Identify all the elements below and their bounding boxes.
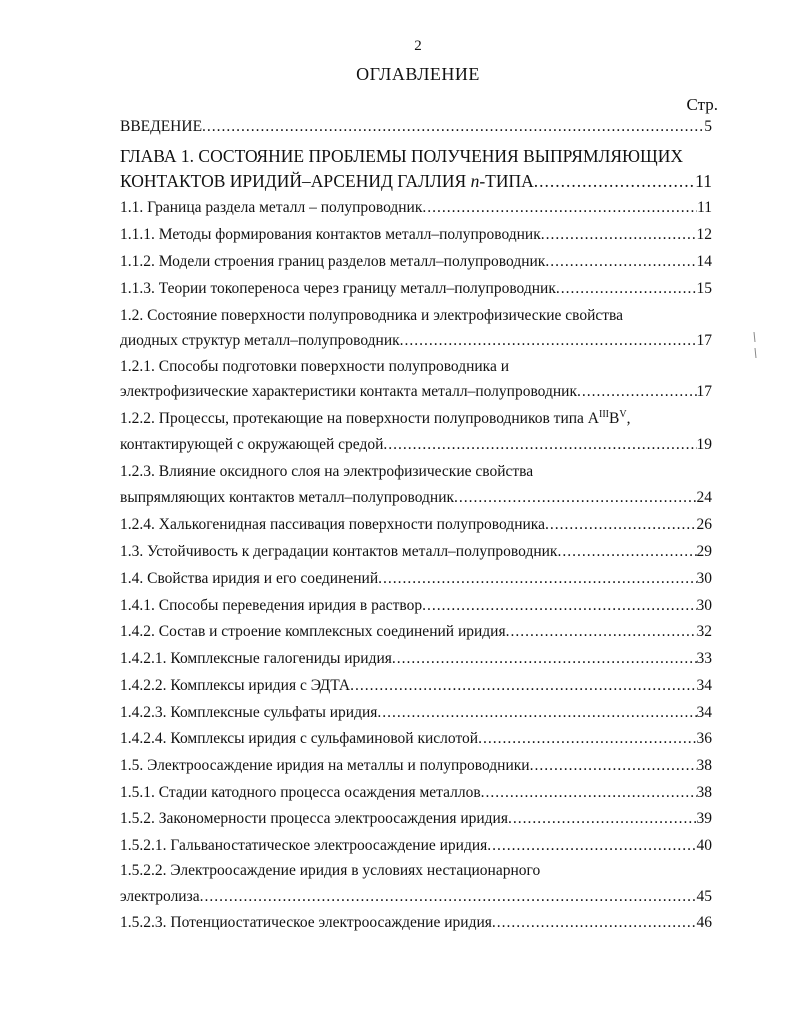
toc-entry	[120, 516, 712, 542]
leader-dots	[557, 543, 696, 561]
leader-dots	[350, 677, 696, 695]
toc-entry-title: 1.4.2. Состав и строение комплексных соединений иридия	[120, 623, 506, 640]
toc-entry-title: 1.1. Граница раздела металл – полупроводник	[120, 199, 423, 216]
toc-entry-line1: 1.2.3. Влияние оксидного слоя на электрофизические свойства	[120, 463, 534, 480]
toc-entry-line1: 1.2. Состояние поверхности полупроводника и электрофизические свойства	[120, 307, 624, 324]
leader-dots	[577, 383, 697, 401]
toc-entry-title: 1.5. Электроосаждение иридия на металлы и полупроводники	[120, 757, 530, 774]
toc-entry	[120, 677, 712, 703]
toc-entry	[120, 171, 712, 197]
toc-entry	[120, 650, 712, 676]
toc-entry-title: 1.4.2.3. Комплексные сульфаты иридия	[120, 704, 378, 721]
toc-entry-title: выпрямляющих контактов металл–полупроводник	[120, 489, 455, 506]
leader-dots	[508, 810, 697, 828]
leader-dots	[545, 253, 696, 271]
toc-entry	[120, 436, 712, 462]
toc-entry-line1: ГЛАВА 1. СОСТОЯНИЕ ПРОБЛЕМЫ ПОЛУЧЕНИЯ ВЫПРЯМЛЯЮЩИХ	[120, 146, 683, 166]
toc-entry-title: КОНТАКТОВ ИРИДИЙ–АРСЕНИД ГАЛЛИЯ n-ТИПА	[120, 171, 534, 191]
toc-entry-page: 30	[696, 597, 712, 614]
toc-entry	[120, 888, 712, 914]
toc-entry	[120, 757, 712, 783]
toc-entry-title: электролиза	[120, 888, 200, 905]
toc-entry	[120, 837, 712, 863]
page-column-header: Стр.	[686, 95, 718, 114]
leader-dots	[383, 436, 696, 454]
toc-entry-page: 33	[696, 650, 712, 667]
toc-entry-page: 30	[696, 570, 712, 587]
leader-dots	[492, 914, 697, 932]
toc-entry-title: электрофизические характеристики контакта металл–полупроводник	[120, 383, 577, 400]
toc-entry	[120, 489, 712, 515]
toc-entry	[120, 332, 712, 358]
toc-entry-title: 1.4.2.2. Комплексы иридия с ЭДТА	[120, 677, 351, 694]
toc-entry-page: 29	[696, 543, 712, 560]
toc-entry-line1: 1.2.1. Способы подготовки поверхности полупроводника и	[120, 358, 510, 375]
toc-entry-page: 15	[696, 280, 712, 297]
toc-entry-page: 36	[696, 730, 712, 747]
toc-entry-title: 1.5.2.3. Потенциостатическое электроосаждение иридия	[120, 914, 492, 931]
toc-entry	[120, 226, 712, 252]
scan-artifact-mark	[752, 330, 758, 360]
leader-dots	[545, 516, 697, 534]
toc-entry	[120, 199, 712, 225]
toc-entry	[120, 383, 712, 409]
toc-entry	[120, 810, 712, 836]
toc-entry-title: ВВЕДЕНИЕ	[120, 118, 203, 135]
leader-dots	[377, 704, 696, 722]
leader-dots	[506, 623, 697, 641]
toc-entry	[120, 623, 712, 649]
toc-entry-page: 46	[696, 914, 712, 931]
toc-entry-title: контактирующей с окружающей средой	[120, 436, 384, 453]
leader-dots	[556, 280, 697, 298]
leader-dots	[400, 332, 697, 350]
toc-entry-line1: 1.5.2.2. Электроосаждение иридия в условиях нестационарного	[120, 862, 541, 879]
toc-entry-page: 45	[696, 888, 712, 905]
leader-dots	[541, 226, 697, 244]
toc-entry-line1: 1.2.2. Процессы, протекающие на поверхности полупроводников типа $A^{III}B^V$,	[120, 408, 631, 427]
toc-entry-page: 11	[697, 199, 712, 216]
leader-dots	[534, 171, 695, 192]
toc-entry	[120, 280, 712, 306]
leader-dots	[200, 888, 697, 906]
toc-entry-page: 34	[696, 704, 712, 721]
leader-dots	[478, 730, 696, 748]
toc-entry-page: 40	[696, 837, 712, 854]
toc-entry	[120, 597, 712, 623]
toc-entry-title: 1.5.2.1. Гальваностатическое электроосаждение иридия	[120, 837, 488, 854]
leader-dots	[378, 570, 696, 588]
toc-entry	[120, 730, 712, 756]
toc-entry-page: 38	[696, 784, 712, 801]
page-title: ОГЛАВЛЕНИЕ	[356, 64, 480, 84]
leader-dots	[487, 837, 696, 855]
toc-entry-page: 38	[696, 757, 712, 774]
toc-entry-page: 24	[696, 489, 712, 506]
toc-entry-title: диодных структур металл–полупроводник	[120, 332, 400, 349]
toc-entry-page: 17	[696, 383, 712, 400]
toc-entry-page: 39	[696, 810, 712, 827]
toc-entry-title: 1.4.2.4. Комплексы иридия с сульфаминовой кислотой	[120, 730, 479, 747]
leader-dots	[202, 118, 704, 136]
toc-entry-page: 11	[695, 171, 712, 191]
toc-entry	[120, 253, 712, 279]
toc-entry-title: 1.4.2.1. Комплексные галогениды иридия	[120, 650, 392, 667]
toc-entry-title: 1.4.1. Способы переведения иридия в раствор	[120, 597, 423, 614]
leader-dots	[530, 757, 697, 775]
toc-entry	[120, 784, 712, 810]
toc-entry-title: 1.4. Свойства иридия и его соединений	[120, 570, 379, 587]
page-number: 2	[414, 38, 422, 54]
toc-entry-page: 14	[696, 253, 712, 270]
toc-entry-page: 12	[696, 226, 712, 243]
toc-entry-title: 1.1.1. Методы формирования контактов металл–полупроводник	[120, 226, 541, 243]
toc-entry	[120, 118, 712, 144]
toc-entry	[120, 543, 712, 569]
leader-dots	[481, 784, 697, 802]
toc-entry	[120, 570, 712, 596]
leader-dots	[392, 650, 697, 668]
toc-entry-title: 1.3. Устойчивость к деградации контактов металл–полупроводник	[120, 543, 558, 560]
toc-entry-page: 34	[696, 677, 712, 694]
toc-entry-page: 17	[696, 332, 712, 349]
leader-dots	[422, 597, 696, 615]
toc-entry-page: 5	[704, 118, 712, 135]
toc-entry-page: 32	[696, 623, 712, 640]
toc-entry	[120, 914, 712, 940]
leader-dots	[422, 199, 697, 217]
toc-entry-page: 26	[696, 516, 712, 533]
toc-entry-title: 1.1.2. Модели строения границ разделов металл–полупроводник	[120, 253, 546, 270]
toc-entry-title: 1.5.2. Закономерности процесса электроосаждения иридия	[120, 810, 508, 827]
leader-dots	[454, 489, 696, 507]
toc-entry	[120, 704, 712, 730]
toc-entry-title: 1.2.4. Халькогенидная пассивация поверхности полупроводника	[120, 516, 545, 533]
toc-entry-title: 1.5.1. Стадии катодного процесса осаждения металлов	[120, 784, 481, 801]
toc-entry-title: 1.1.3. Теории токопереноса через границу металл–полупроводник	[120, 280, 556, 297]
toc-entry-page: 19	[696, 436, 712, 453]
